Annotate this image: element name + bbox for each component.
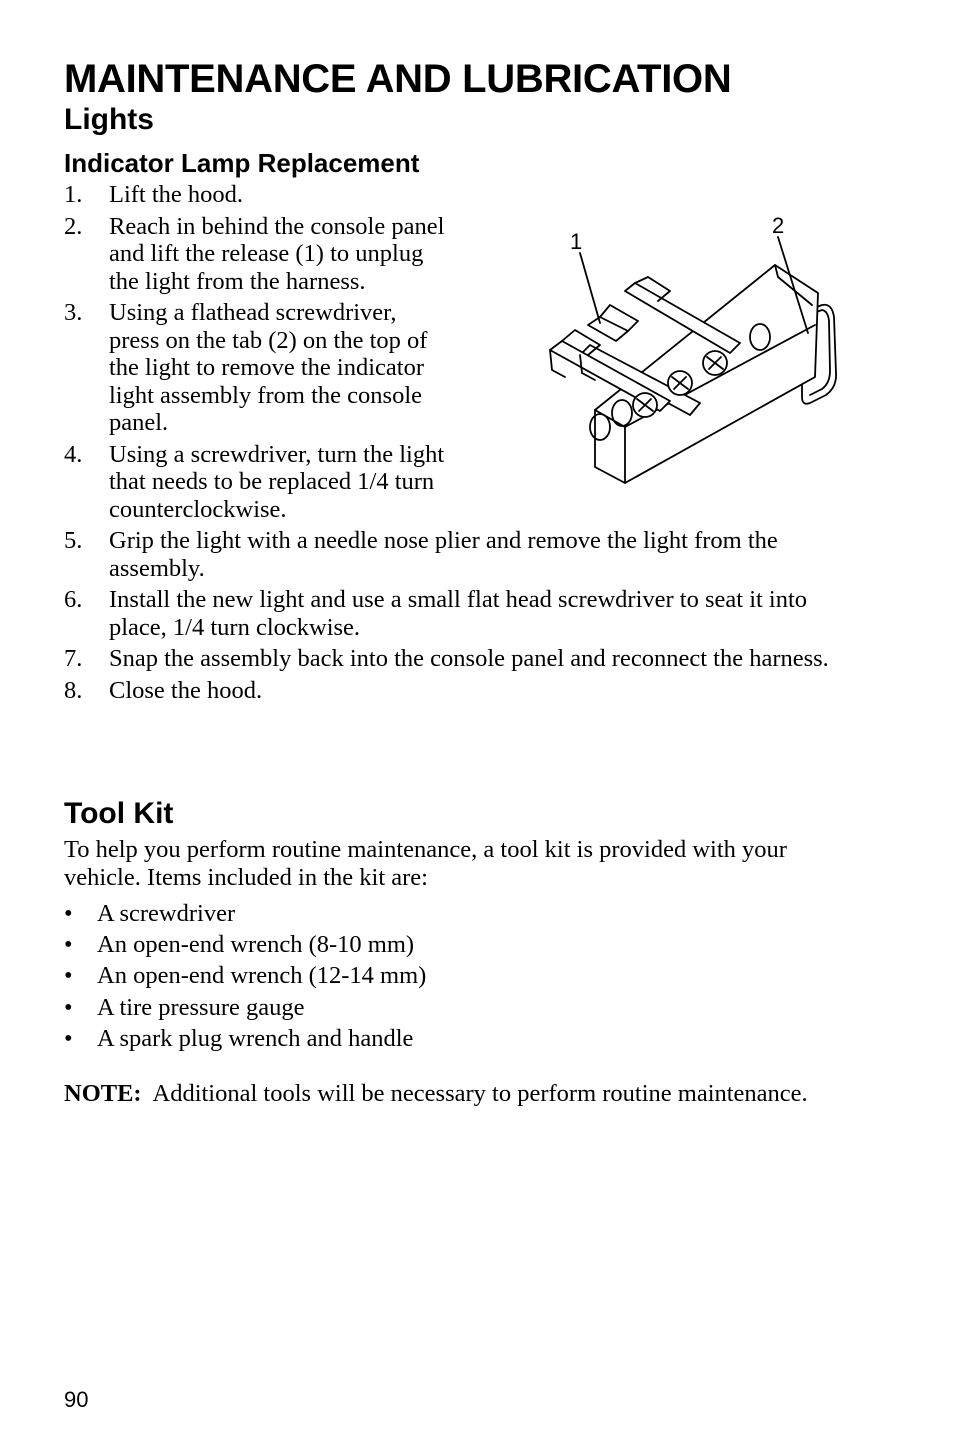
step-text: Grip the light with a needle nose plier and remove the light from the assembly. [109,527,778,582]
step-number: 3. [64,299,83,326]
step-number: 5. [64,527,83,554]
list-item [64,931,426,959]
bullet-icon: • [64,1024,73,1052]
page-title: MAINTENANCE AND LUBRICATION [64,57,732,101]
toolkit-items-list [64,900,426,1056]
step-text: Using a flathead screwdriver, press on the tab (2) on the top of the light to remove the indicator light assembly from the console panel. [109,299,428,436]
step-item [64,586,854,641]
note-label: NOTE: [64,1080,142,1107]
step-text: Reach in behind the console panel and lift the release (1) to unplug the light from the harness. [109,212,445,295]
list-item-text: A spark plug wrench and handle [97,1024,414,1052]
note-paragraph [64,1080,854,1108]
list-item [64,1025,426,1053]
step-number: 1. [64,181,83,208]
step-text: Lift the hood. [109,181,244,208]
step-item [64,527,854,582]
list-item-text: A screwdriver [97,900,236,927]
step-number: 2. [64,212,83,240]
step-number: 4. [64,440,83,468]
step-text: Install the new light and use a small flat head screwdriver to seat it into place, 1/4 turn clockwise. [109,586,808,641]
list-item-text: An open-end wrench (8-10 mm) [97,931,415,959]
note-text: Additional tools will be necessary to perform routine maintenance. [152,1080,808,1107]
callout-label: 1 [570,229,583,254]
bullet-icon: • [64,993,73,1021]
list-item [64,962,426,990]
list-item-text: An open-end wrench (12-14 mm) [97,962,427,990]
step-item [64,441,449,524]
step-number: 6. [64,586,83,613]
step-item [64,677,854,705]
list-item [64,994,426,1022]
step-number: 8. [64,676,83,704]
indicator-light-assembly-illustration [540,205,850,495]
step-number: 7. [64,645,83,672]
step-text: Snap the assembly back into the console panel and reconnect the harness. [109,645,829,672]
step-item [64,299,449,437]
step-text: Using a screwdriver, turn the light that needs to be replaced 1/4 turn counterclockwise. [109,440,445,523]
bullet-icon: • [64,900,73,927]
list-item [64,900,426,928]
bullet-icon: • [64,962,73,990]
subsection-heading-indicator-lamp: Indicator Lamp Replacement [64,148,420,178]
callout-label: 2 [772,213,785,238]
step-item [64,181,449,209]
bullet-icon: • [64,931,73,959]
list-item-text: A tire pressure gauge [97,993,305,1021]
step-item [64,645,854,673]
section-heading-tool-kit: Tool Kit [64,797,174,830]
toolkit-intro-text: To help you perform routine maintenance, a tool kit is provided with your vehicle. Items included in the kit are: [64,836,787,891]
page-number: 90 [64,1387,89,1412]
step-item [64,213,449,296]
step-text: Close the hood. [109,676,263,704]
section-heading-lights: Lights [64,103,154,136]
